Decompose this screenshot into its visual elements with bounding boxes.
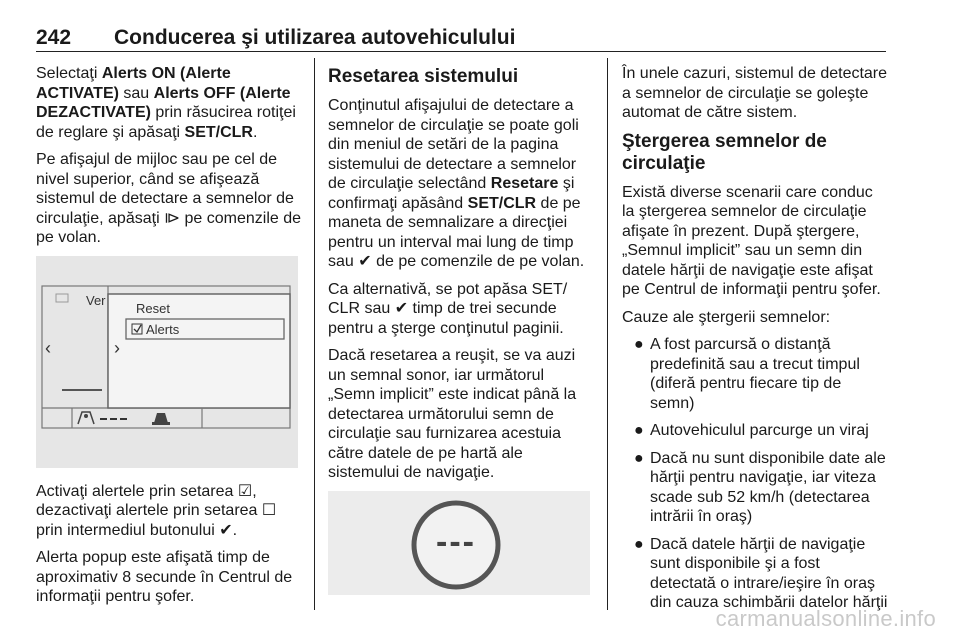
default-sign-icon: --- xyxy=(436,522,476,561)
set-clr-term: SET/CLR xyxy=(467,194,537,212)
bullet-icon: ● xyxy=(634,535,644,553)
vehicle-ahead-icon xyxy=(152,413,170,425)
text: şi confirmaţi apăsând xyxy=(328,175,575,212)
text: sau xyxy=(118,84,154,102)
list-item xyxy=(622,535,888,613)
paragraph-causes-intro: Cauze ale ştergerii semnelor: xyxy=(622,308,831,326)
menu-top-label: Ver xyxy=(86,292,106,308)
default-sign-illustration xyxy=(328,491,590,595)
menu-item-reset: Reset xyxy=(136,300,170,316)
list-item xyxy=(622,421,888,441)
text: Conţinutul afişajului de detectare a semnelor de circulaţie se poate goli din meniul de setări de la pagina sistemului de detectare a semnelor de circulaţie selectând xyxy=(328,97,579,192)
text: Selectaţi xyxy=(36,65,102,82)
column-1 xyxy=(36,64,302,615)
text: prin răsucirea rotiţei de reglare şi apăsaţi xyxy=(36,104,296,141)
list-item-text: Dacă datele hărţii de navigaţie sunt disponibile şi a fost detectată o intrare/ieşire în oraş din cauza schimbării datelor hărţii xyxy=(650,535,888,611)
paragraph-popup-duration: Alerta popup este afişată timp de aproximativ 8 secunde în Centrul de informaţii pentru şofer. xyxy=(36,549,293,605)
resetare-term: Resetare xyxy=(490,175,559,192)
paragraph-alternative: Ca alternativă, se pot apăsa SET/ CLR sau ✔ timp de trei secunde pentru a şterge conţinutul paginii. xyxy=(328,280,568,337)
set-clr-term: SET/CLR xyxy=(184,123,253,141)
column-divider xyxy=(314,58,315,610)
default-sign-figure xyxy=(328,491,590,595)
column-3 xyxy=(622,64,888,621)
list-item xyxy=(622,335,888,413)
paragraph-select-alerts xyxy=(36,64,302,142)
text: . xyxy=(252,123,258,141)
column-2 xyxy=(328,64,594,595)
paragraph-clear-scenarios: Există diverse scenarii care conduc la ştergerea semnelor de circulaţie afişate în prezent. După ştergere, „Semnul implicit” sau un semn din datele hărţii de navigaţie este afişat pe Centrul de informaţii pentru şofer. xyxy=(622,183,881,298)
alerts-off-term: Alerts OFF (Alerte DEZACTIVATE) xyxy=(36,84,291,121)
chapter-title: Conducerea şi utilizarea autovehiculului xyxy=(114,26,516,49)
bullet-icon: ● xyxy=(634,422,644,439)
paragraph-activate-alerts: Activaţi alertele prin setarea ☑, dezactivaţi alertele prin setarea ☐ prin intermediul butonului ✔. xyxy=(36,482,277,539)
page-number: 242 xyxy=(36,26,72,49)
watermark: carmanualsonline.info xyxy=(715,606,936,631)
section-heading-reset: Resetarea sistemului xyxy=(328,66,519,87)
menu-display-illustration xyxy=(36,256,298,468)
menu-item-alerts: Alerts xyxy=(146,321,180,337)
text: de pe maneta de semnalizare a direcţiei pentru un interval mai lung de timp sau ✔ de pe comenzile de pe volan. xyxy=(328,194,585,270)
paragraph-reset-content xyxy=(328,96,594,272)
list-item xyxy=(622,449,888,527)
nav-right-icon: › xyxy=(114,337,120,358)
column-divider xyxy=(607,58,608,610)
page-header xyxy=(36,22,886,52)
list-item-text: Dacă nu sunt disponibile date ale hărţii pentru navigaţie, iar viteza scade sub 52 km/h (detectarea intrării în oraş) xyxy=(650,449,886,525)
paragraph-reset-success: Dacă resetarea a reuşit, se va auzi un semnal sonor, iar următorul „Semn implicit” este indicat până la detectarea următorului semn de circulaţie sau furnizarea acestuia către datele de pe hartă ale sistemului de navigaţie. xyxy=(328,347,577,481)
paragraph-auto-clear: În unele cazuri, sistemul de detectare a semnelor de circulaţie se goleşte automat de către sistem. xyxy=(622,65,888,121)
paragraph-display: Pe afişajul de mijloc sau pe cel de nivel superior, când se afişează sistemul de detectare a semnelor de circulaţie, apăsaţi ⧐ pe comenzile de pe volan. xyxy=(36,151,302,246)
section-heading-clear-signs: Ştergerea semnelor de circulaţie xyxy=(622,130,827,174)
bullet-icon: ● xyxy=(634,449,644,467)
lane-assist-icon xyxy=(78,412,94,424)
nav-left-icon: ‹ xyxy=(45,337,51,358)
driver-info-menu-figure xyxy=(36,256,298,468)
alerts-on-term: Alerts ON (Alerte ACTIVATE) xyxy=(36,65,231,102)
causes-list xyxy=(622,335,888,613)
list-item-text: A fost parcursă o distanţă predefinită sau a trecut timpul (diferă pentru fiecare tip de semn) xyxy=(650,336,860,412)
list-item-text: Autovehiculul parcurge un viraj xyxy=(650,422,869,439)
bullet-icon: ● xyxy=(634,336,644,353)
